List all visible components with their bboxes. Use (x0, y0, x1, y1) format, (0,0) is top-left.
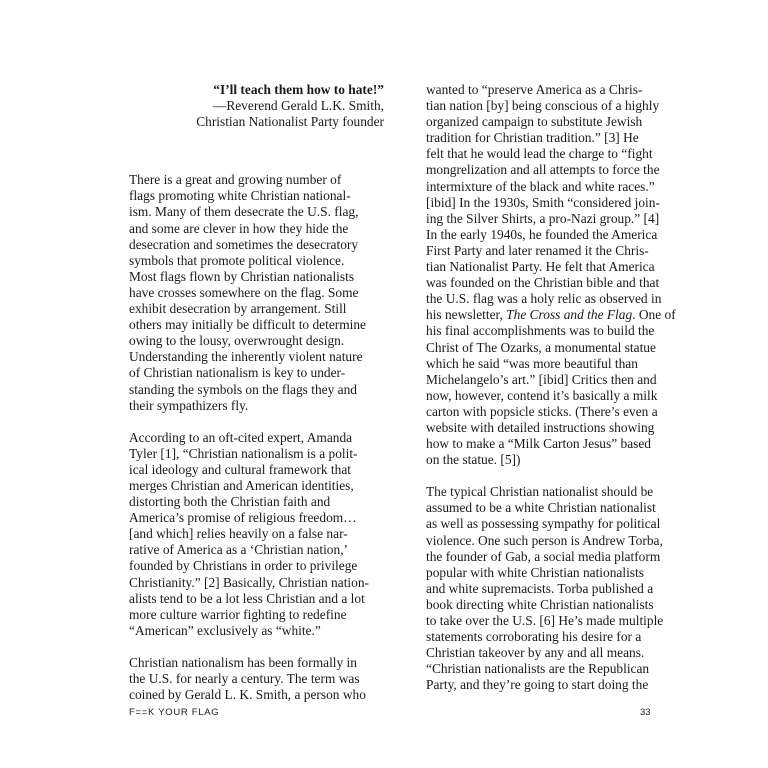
text-line: [and which] relies heavily on a false nar- (129, 526, 348, 542)
text-line: on the statue. [5]) (426, 452, 521, 468)
text-line: now, however, contend it’s basically a milk (426, 387, 658, 403)
text-line: book directing white Christian nationalists (426, 596, 654, 612)
text-line: In the early 1940s, he founded the America (426, 226, 658, 242)
text-line: Most flags flown by Christian nationalists (129, 268, 355, 284)
text-line: coined by Gerald L. K. Smith, a person who (129, 687, 366, 703)
text-line: of Christian nationalism is key to under- (129, 365, 346, 381)
text-line: website with detailed instructions showing (426, 419, 655, 435)
text-fragment: . One of (632, 307, 676, 323)
epigraph (129, 82, 384, 130)
text-line: carton with popsicle sticks. (There’s even a (426, 403, 658, 419)
epigraph-attribution-line1: —Reverend Gerald L.K. Smith, (212, 98, 384, 114)
text-line: symbols that promote political violence. (129, 252, 345, 268)
text-line: Christianity.” [2] Basically, Christian nation- (129, 574, 369, 590)
text-line: mongrelization and all attempts to force the (426, 162, 660, 178)
text-line: violence. One such person is Andrew Torba, (426, 532, 663, 548)
text-line: ing the Silver Shirts, a pro-Nazi group.” [4] (426, 210, 660, 226)
text-line: and some are clever in how they hide the (129, 220, 349, 236)
text-line: There is a great and growing number of (129, 172, 342, 188)
line-group (426, 82, 681, 307)
text-line: Christian takeover by any and all means. (426, 645, 645, 661)
text-line: America’s promise of religious freedom… (129, 510, 357, 526)
text-line: Christian nationalism has been formally in (129, 654, 357, 670)
text-line: merges Christian and American identities, (129, 477, 354, 493)
text-line-newsletter (426, 307, 681, 323)
text-line: their sympathizers fly. (129, 397, 249, 413)
text-line: popular with white Christian nationalists (426, 564, 644, 580)
text-line: as well as possessing sympathy for political (426, 516, 661, 532)
left-column (129, 82, 384, 719)
text-line: alists tend to be a lot less Christian and a lot (129, 590, 365, 606)
body-paragraph (129, 655, 384, 703)
text-line: how to make a “Milk Carton Jesus” based (426, 436, 651, 452)
text-line: the U.S. flag was a holy relic as observed in (426, 291, 662, 307)
text-line: flags promoting white Christian national- (129, 188, 351, 204)
text-line: Christ of The Ozarks, a monumental statue (426, 339, 656, 355)
text-line: felt that he would lead the charge to “fight (426, 146, 653, 162)
text-line: was founded on the Christian bible and that (426, 275, 660, 291)
text-line: organized campaign to substitute Jewish (426, 114, 643, 130)
text-line: “Christian nationalists are the Republican (426, 661, 650, 677)
text-line: founded by Christians in order to privilege (129, 558, 358, 574)
body-paragraph (129, 430, 384, 639)
text-line: desecration and sometimes the desecratory (129, 236, 359, 252)
text-line: The typical Christian nationalist should be (426, 484, 654, 500)
text-line: tian Nationalist Party. He felt that America (426, 259, 655, 275)
text-line: rative of America as a ‘Christian nation,’ (129, 542, 349, 558)
right-column (426, 82, 681, 709)
text-fragment: his newsletter, (426, 307, 507, 323)
text-line: owing to the lousy, overwrought design. (129, 333, 345, 349)
text-line: Understanding the inherently violent nature (129, 349, 363, 365)
text-line: and white supremacists. Torba published a (426, 580, 654, 596)
text-line: First Party and later renamed it the Chris- (426, 242, 649, 258)
text-line: the U.S. for nearly a century. The term was (129, 671, 360, 686)
text-line: standing the symbols on the flags they and (129, 381, 357, 397)
line-group (426, 323, 681, 468)
text-line: to take over the U.S. [6] He’s made multiple (426, 613, 664, 628)
text-line: “American” exclusively as “white.” (129, 622, 321, 638)
text-line: more culture warrior fighting to redefine (129, 606, 347, 622)
epigraph-attribution-line2: Christian Nationalist Party founder (196, 114, 384, 130)
text-line: tradition for Christian tradition.” [3] He (426, 130, 639, 146)
text-line: distorting both the Christian faith and (129, 494, 331, 510)
text-line: intermixture of the black and white races.” (426, 178, 655, 194)
text-line: have crosses somewhere on the flag. Some (129, 284, 359, 300)
page-number: 33 (640, 707, 651, 718)
text-line: his final accomplishments was to build the (426, 323, 655, 339)
body-paragraph (426, 484, 681, 693)
text-line: tian nation [by] being conscious of a highly (426, 98, 660, 114)
text-line: [ibid] In the 1930s, Smith “considered join- (426, 194, 660, 210)
text-line: which he said “was more beautiful than (426, 355, 638, 371)
epigraph-quote: “I’ll teach them how to hate!” (213, 82, 384, 97)
body-paragraph (129, 172, 384, 413)
body-paragraph (426, 82, 681, 468)
text-line: the founder of Gab, a social media platform (426, 548, 661, 564)
text-line: Party, and they’re going to start doing the (426, 677, 649, 693)
text-line: ism. Many of them desecrate the U.S. flag, (129, 204, 359, 220)
text-line: exhibit desecration by arrangement. Still (129, 301, 347, 317)
text-line: assumed to be a white Christian nationalist (426, 500, 656, 516)
text-line: wanted to “preserve America as a Chris- (426, 82, 643, 97)
text-line: ical ideology and cultural framework that (129, 461, 351, 477)
text-line: others may initially be difficult to determine (129, 317, 367, 333)
running-footer-title: F==K YOUR FLAG (129, 707, 220, 718)
newsletter-title: The Cross and the Flag (506, 307, 633, 323)
text-line: statements corroborating his desire for a (426, 629, 642, 645)
text-line: Michelangelo’s art.” [ibid] Critics then and (426, 371, 657, 387)
text-line: Tyler [1], “Christian nationalism is a polit- (129, 445, 358, 461)
text-line: According to an oft-cited expert, Amanda (129, 429, 353, 445)
